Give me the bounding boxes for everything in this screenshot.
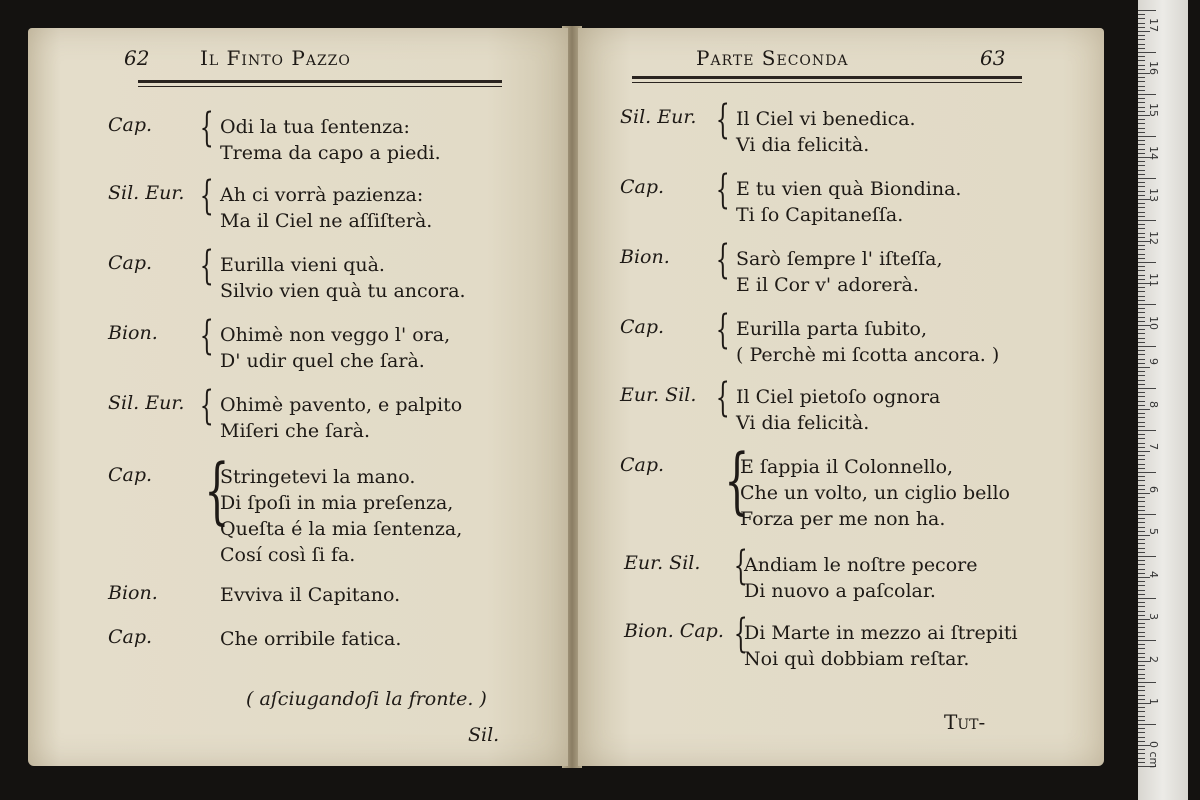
ruler-tick [1138, 342, 1145, 343]
ruler-tick [1138, 165, 1145, 166]
ruler-tick [1138, 686, 1145, 687]
right-catchword: Tut- [944, 710, 986, 734]
ruler-tick [1138, 178, 1156, 179]
ruler-label: 13 [1147, 188, 1160, 202]
verse-line: Il Ciel pietoſo ognora [736, 386, 941, 408]
ruler-tick [1138, 380, 1145, 381]
right-head-rule [632, 76, 1022, 79]
brace-mark: { [715, 375, 730, 421]
speaker-name: Cap. [108, 252, 153, 274]
right-head-rule-thin [632, 82, 1022, 83]
verse-line: Eurilla vieni quà. [220, 254, 385, 276]
verse-line: Ohimè non veggo l' ora, [220, 324, 451, 346]
ruler-tick [1138, 254, 1145, 255]
ruler-tick [1138, 350, 1145, 351]
ruler-tick [1138, 18, 1145, 19]
left-page [28, 28, 568, 766]
speaker-name: Sil. Eur. [620, 106, 697, 128]
speaker-name: Sil. Eur. [108, 182, 185, 204]
ruler-tick [1138, 392, 1145, 393]
speaker-name: Cap. [108, 464, 153, 486]
ruler-tick [1138, 346, 1156, 347]
ruler-tick [1138, 35, 1145, 36]
ruler-tick [1138, 443, 1145, 444]
verse-lines [740, 454, 1010, 532]
verse-line: Silvio vien quà tu ancora. [220, 280, 466, 302]
ruler-tick [1138, 493, 1150, 494]
verse-line: Forza per me non ha. [740, 508, 946, 530]
ruler-tick [1138, 375, 1145, 376]
ruler-label: 7 [1147, 443, 1160, 450]
ruler-tick [1138, 10, 1156, 11]
ruler-label: 5 [1147, 528, 1160, 535]
ruler-tick [1138, 296, 1145, 297]
ruler-tick [1138, 317, 1145, 318]
speaker-name: Sil. Eur. [108, 392, 185, 414]
ruler-tick [1138, 338, 1145, 339]
verse-lines [736, 106, 916, 158]
ruler-tick [1138, 203, 1145, 204]
speaker-name: Cap. [108, 626, 153, 648]
brace-mark: { [715, 167, 730, 213]
verse-lines [220, 252, 466, 304]
brace-mark: { [199, 105, 214, 151]
ruler-tick [1138, 56, 1145, 57]
ruler-tick [1138, 359, 1145, 360]
stage-direction: ( aſciugandoſi la fronte. ) [246, 688, 487, 710]
ruler-tick [1138, 699, 1145, 700]
ruler-tick [1138, 602, 1145, 603]
ruler-tick [1138, 132, 1145, 133]
ruler-tick [1138, 195, 1145, 196]
ruler-tick [1138, 497, 1145, 498]
speaker-name: Cap. [620, 176, 665, 198]
verse-line: E ſappia il Colonnello, [740, 456, 954, 478]
verse-line: D' udir quel che ſarà. [220, 350, 425, 372]
ruler-label: 2 [1147, 655, 1160, 663]
ruler-tick [1138, 716, 1145, 717]
ruler-tick [1138, 413, 1145, 414]
ruler-tick [1138, 581, 1145, 582]
verse-line: Il Ciel vi benedica. [736, 108, 916, 130]
left-head-rule [138, 80, 502, 83]
ruler-tick [1138, 52, 1156, 53]
verse-line: Ma il Ciel ne aſſiſterà. [220, 210, 433, 232]
brace-mark: { [715, 237, 730, 283]
left-page-number: 62 [124, 46, 150, 70]
ruler-tick [1138, 98, 1145, 99]
ruler-tick [1138, 77, 1145, 78]
brace-mark: { [199, 173, 214, 219]
ruler-tick [1138, 262, 1156, 263]
ruler-label: 11 [1147, 273, 1160, 287]
ruler-tick [1138, 506, 1145, 507]
speaker-name: Bion. [620, 246, 670, 268]
ruler-tick [1138, 329, 1145, 330]
ruler-tick [1138, 371, 1145, 372]
ruler-tick [1138, 90, 1145, 91]
ruler-tick [1138, 644, 1145, 645]
ruler-tick [1138, 762, 1145, 763]
ruler-tick [1138, 758, 1145, 759]
brace-mark: { [724, 438, 750, 522]
left-catchword: Sil. [468, 724, 500, 746]
verse-line: Noi quì dobbiam reſtar. [744, 648, 970, 670]
ruler-tick [1138, 321, 1145, 322]
ruler-tick [1138, 39, 1145, 40]
verse-line: ( Perchè mi ſcotta ancora. ) [736, 344, 1000, 366]
ruler-tick [1138, 695, 1145, 696]
ruler-label: 1 [1147, 698, 1160, 705]
ruler-label: 16 [1147, 60, 1160, 75]
ruler-tick [1138, 539, 1145, 540]
verse-lines [736, 384, 940, 436]
verse-line: Che orribile fatica. [220, 628, 402, 650]
ruler-tick [1138, 409, 1150, 410]
ruler-tick [1138, 86, 1145, 87]
verse-lines [744, 552, 977, 604]
ruler-tick [1138, 636, 1145, 637]
ruler-tick [1138, 216, 1145, 217]
ruler-tick [1138, 522, 1145, 523]
ruler-tick [1138, 69, 1145, 70]
ruler-tick [1138, 258, 1145, 259]
ruler-tick [1138, 65, 1145, 66]
ruler-tick [1138, 245, 1145, 246]
ruler-tick [1138, 598, 1156, 599]
ruler-tick [1138, 678, 1145, 679]
verse-line: Andiam le noſtre pecore [744, 554, 978, 576]
verse-lines [736, 176, 961, 228]
ruler-tick [1138, 174, 1145, 175]
ruler-tick [1138, 459, 1145, 460]
ruler-tick [1138, 451, 1150, 452]
ruler-tick [1138, 531, 1145, 532]
left-head-rule-thin [138, 86, 502, 87]
verse-line: Di ſpoſi in mia preſenza, [220, 492, 454, 514]
ruler-tick [1138, 548, 1145, 549]
ruler-tick [1138, 367, 1150, 368]
verse-lines [220, 392, 462, 444]
ruler-tick [1138, 669, 1145, 670]
ruler-label: 3 [1147, 613, 1160, 620]
ruler-tick [1138, 182, 1145, 183]
ruler-tick [1138, 611, 1145, 612]
ruler-tick [1138, 119, 1145, 120]
ruler-tick [1138, 417, 1145, 418]
ruler-tick [1138, 527, 1145, 528]
verse-lines [220, 582, 400, 608]
brace-mark: { [199, 313, 214, 359]
ruler-tick [1138, 648, 1145, 649]
ruler-label: 9 [1147, 358, 1160, 365]
ruler-tick [1138, 535, 1150, 536]
verse-line: Di Marte in mezzo ai ſtrepiti [744, 622, 1018, 644]
verse-line: Odi la tua ſentenza: [220, 116, 410, 138]
ruler-label: 12 [1147, 230, 1160, 245]
ruler-tick [1138, 149, 1145, 150]
verse-lines [220, 626, 401, 652]
verse-line: Vi dia felicità. [736, 412, 870, 434]
ruler-tick [1138, 573, 1145, 574]
ruler-tick [1138, 44, 1145, 45]
right-page [578, 28, 1104, 766]
ruler-tick [1138, 107, 1145, 108]
verse-line: Sarò ſempre l' iſteſſa, [736, 248, 943, 270]
ruler-tick [1138, 682, 1156, 683]
ruler-tick [1138, 401, 1145, 402]
ruler-tick [1138, 741, 1145, 742]
ruler-tick [1138, 228, 1145, 229]
ruler-tick [1138, 560, 1145, 561]
ruler-tick [1138, 233, 1145, 234]
ruler-tick [1138, 657, 1145, 658]
ruler-tick [1138, 186, 1145, 187]
ruler-tick [1138, 711, 1145, 712]
ruler-label: 17 [1147, 18, 1160, 32]
ruler-tick [1138, 518, 1145, 519]
ruler-label: 6 [1147, 485, 1160, 493]
right-page-number: 63 [980, 46, 1006, 70]
ruler-tick [1138, 123, 1145, 124]
speaker-name: Bion. Cap. [624, 620, 724, 642]
ruler-tick [1138, 396, 1145, 397]
brace-mark: { [199, 243, 214, 289]
verse-line: Che un volto, un ciglio bello [740, 482, 1010, 504]
ruler-tick [1138, 270, 1145, 271]
verse-line: Stringetevi la mano. [220, 466, 416, 488]
ruler-tick [1138, 333, 1145, 334]
verse-line: Cosí così ſi fa. [220, 544, 356, 566]
speaker-name: Cap. [620, 316, 665, 338]
ruler-tick [1138, 510, 1145, 511]
ruler-tick [1138, 212, 1145, 213]
ruler-label: 15 [1147, 103, 1160, 117]
ruler-tick [1138, 14, 1145, 15]
ruler-tick [1138, 724, 1156, 725]
left-running-head: Il Finto Pazzo [200, 46, 351, 70]
ruler-tick [1138, 674, 1145, 675]
ruler-tick [1138, 501, 1145, 502]
ruler-tick [1138, 690, 1145, 691]
ruler-tick [1138, 27, 1145, 28]
ruler-label: 4 [1147, 570, 1160, 578]
speaker-name: Eur. Sil. [624, 552, 701, 574]
ruler-tick [1138, 489, 1145, 490]
ruler-tick [1138, 422, 1145, 423]
ruler-tick [1138, 632, 1145, 633]
ruler-tick [1138, 552, 1145, 553]
ruler-tick [1138, 81, 1145, 82]
ruler-tick [1138, 464, 1145, 465]
ruler-tick [1138, 732, 1145, 733]
brace-mark: { [204, 448, 230, 532]
ruler-tick [1138, 237, 1145, 238]
speaker-name: Cap. [620, 454, 665, 476]
ruler-tick [1138, 543, 1145, 544]
ruler-tick [1138, 23, 1145, 24]
ruler-tick [1138, 564, 1145, 565]
verse-line: Ah ci vorrà pazienza: [220, 184, 424, 206]
verse-line: Ohimè pavento, e palpito [220, 394, 463, 416]
ruler-tick [1138, 585, 1145, 586]
brace-mark: { [199, 383, 214, 429]
ruler-tick [1138, 405, 1145, 406]
verse-line: Evviva il Capitano. [220, 584, 401, 606]
ruler-tick [1138, 363, 1145, 364]
ruler-tick [1138, 279, 1145, 280]
ruler-tick [1138, 161, 1145, 162]
ruler-tick [1138, 291, 1145, 292]
brace-mark: { [733, 543, 748, 589]
ruler-tick [1138, 665, 1145, 666]
brace-mark: { [715, 307, 730, 353]
verse-lines [736, 316, 999, 368]
speaker-name: Bion. [108, 322, 158, 344]
verse-line: Trema da capo a piedi. [220, 142, 441, 164]
ruler-tick [1138, 455, 1145, 456]
ruler-tick [1138, 556, 1156, 557]
ruler-tick [1138, 312, 1145, 313]
ruler-tick [1138, 438, 1145, 439]
ruler-label: 0 cm [1147, 740, 1160, 768]
ruler-tick [1138, 266, 1145, 267]
verse-line: E tu vien quà Biondina. [736, 178, 962, 200]
ruler-tick [1138, 472, 1156, 473]
ruler-tick [1138, 354, 1145, 355]
speaker-name: Cap. [108, 114, 153, 136]
verse-line: Eurilla parta ſubito, [736, 318, 927, 340]
ruler-tick [1138, 140, 1145, 141]
verse-lines [220, 182, 432, 234]
ruler-tick [1138, 102, 1145, 103]
ruler-tick [1138, 594, 1145, 595]
ruler-tick [1138, 606, 1145, 607]
ruler-tick [1138, 48, 1145, 49]
verse-line: Miſeri che ſarà. [220, 420, 370, 442]
verse-line: Di nuovo a paſcolar. [744, 580, 936, 602]
ruler-tick [1138, 720, 1145, 721]
ruler-tick [1138, 60, 1145, 61]
ruler-tick [1138, 485, 1145, 486]
ruler-tick [1138, 170, 1145, 171]
ruler-tick [1138, 426, 1145, 427]
ruler-tick [1138, 249, 1145, 250]
ruler-tick [1138, 447, 1145, 448]
ruler-tick [1138, 749, 1145, 750]
ruler-tick [1138, 728, 1145, 729]
ruler-tick [1138, 220, 1156, 221]
ruler-tick [1138, 653, 1145, 654]
ruler-tick [1138, 128, 1145, 129]
ruler-tick [1138, 737, 1145, 738]
ruler-tick [1138, 480, 1145, 481]
speaker-name: Bion. [108, 582, 158, 604]
ruler-tick [1138, 627, 1145, 628]
ruler-tick [1138, 275, 1145, 276]
ruler-tick [1138, 615, 1145, 616]
verse-lines [744, 620, 1018, 672]
ruler-tick [1138, 640, 1156, 641]
ruler-tick [1138, 300, 1145, 301]
ruler-label: 14 [1147, 145, 1160, 160]
ruler-tick [1138, 287, 1145, 288]
verse-line: E il Cor v' adorerà. [736, 274, 919, 296]
ruler-tick [1138, 468, 1145, 469]
ruler-tick [1138, 514, 1156, 515]
ruler-tick [1138, 476, 1145, 477]
speaker-name: Eur. Sil. [620, 384, 697, 406]
verse-lines [736, 246, 943, 298]
verse-line: Queſta é la mia ſentenza, [220, 518, 463, 540]
verse-lines [220, 114, 441, 166]
measuring-ruler [1138, 0, 1188, 800]
ruler-tick [1138, 136, 1156, 137]
verse-line: Ti ſo Capitaneſſa. [736, 204, 904, 226]
ruler-label: 8 [1147, 400, 1160, 408]
ruler-tick [1138, 191, 1145, 192]
ruler-tick [1138, 430, 1156, 431]
ruler-tick [1138, 569, 1145, 570]
ruler-tick [1138, 384, 1145, 385]
ruler-tick [1138, 388, 1156, 389]
brace-mark: { [733, 611, 748, 657]
ruler-tick [1138, 434, 1145, 435]
ruler-tick [1138, 224, 1145, 225]
verse-lines [220, 464, 462, 568]
ruler-tick [1138, 623, 1145, 624]
ruler-tick [1138, 144, 1145, 145]
verse-lines [220, 322, 450, 374]
verse-line: Vi dia felicità. [736, 134, 870, 156]
ruler-tick [1138, 207, 1145, 208]
ruler-tick [1138, 153, 1145, 154]
ruler-tick [1138, 308, 1145, 309]
right-running-head: Parte Seconda [696, 46, 849, 70]
ruler-tick [1138, 753, 1145, 754]
ruler-tick [1138, 94, 1156, 95]
brace-mark: { [715, 97, 730, 143]
ruler-label: 10 [1147, 315, 1160, 330]
ruler-tick [1138, 304, 1156, 305]
ruler-tick [1138, 111, 1145, 112]
ruler-tick [1138, 590, 1145, 591]
ruler-tick [1138, 707, 1145, 708]
